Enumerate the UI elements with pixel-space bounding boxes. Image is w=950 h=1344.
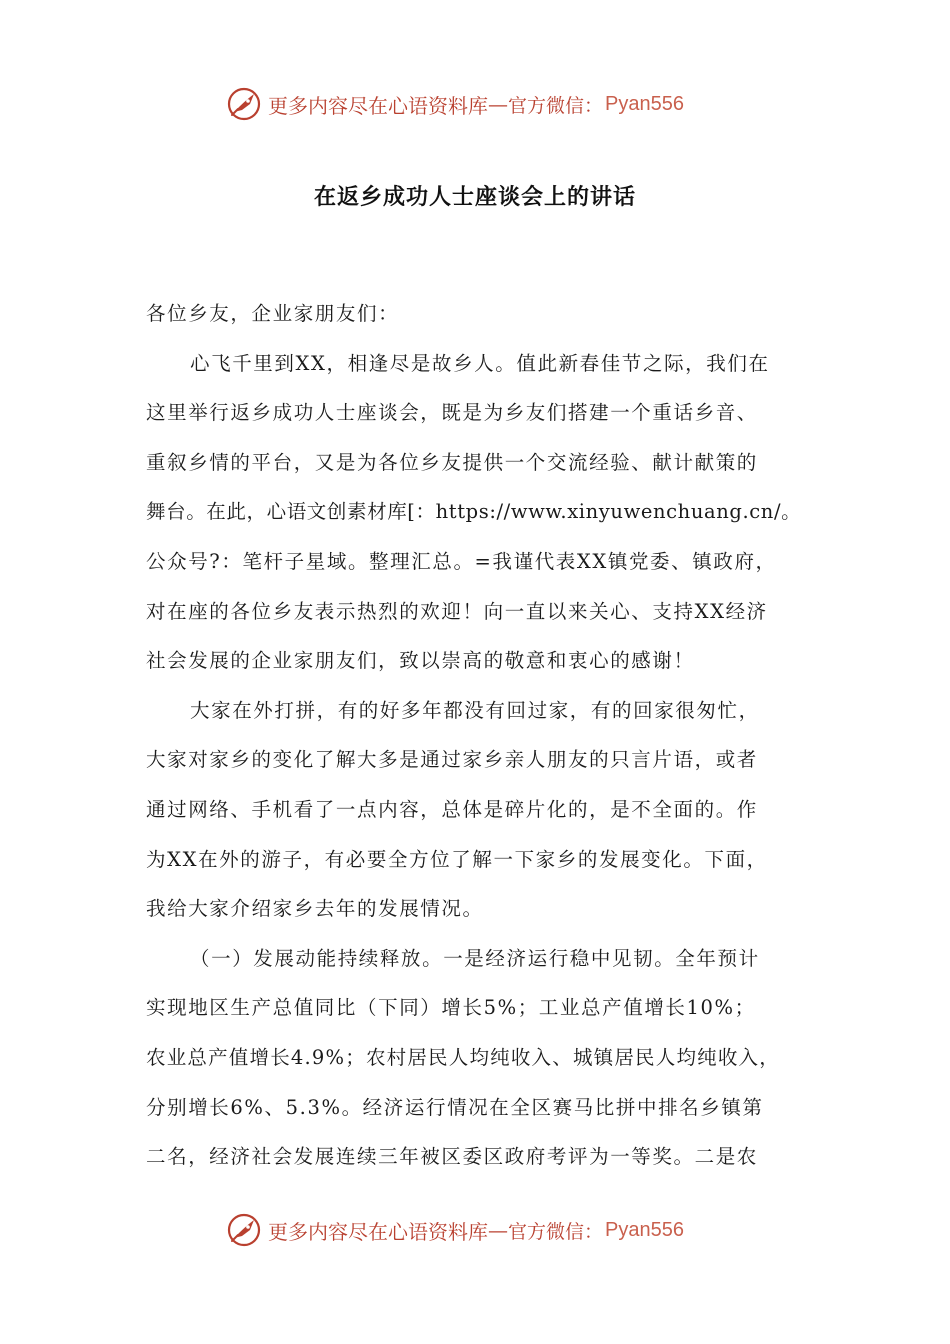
paragraph-line: 公众号?：笔杆子星域。整理汇总。=我谨代表XX镇党委、镇政府， xyxy=(146,549,777,573)
document-title: 在返乡成功人士座谈会上的讲话 xyxy=(313,184,636,210)
paragraph-line: 重叙乡情的平台，又是为各位乡友提供一个交流经验、献计献策的 xyxy=(146,450,758,474)
banner-wechat-id: Pyan556 xyxy=(605,1218,684,1241)
footer-watermark-banner xyxy=(226,1208,684,1252)
pen-nib-logo-icon xyxy=(226,86,262,122)
banner-wechat-label: 官方微信： xyxy=(508,1220,604,1243)
paragraph-line: 心飞千里到XX，相逢尽是故乡人。值此新春佳节之际，我们在 xyxy=(190,351,770,375)
banner-dash: — xyxy=(488,92,508,116)
paragraph-line: 二名，经济社会发展连续三年被区委区政府考评为一等奖。二是农 xyxy=(146,1145,758,1169)
banner-wechat-label: 官方微信： xyxy=(508,94,604,117)
paragraph-line: 社会发展的企业家朋友们，致以崇高的敬意和衷心的感谢！ xyxy=(146,649,695,673)
banner-slogan: 更多内容尽在心语资料库 xyxy=(268,1219,488,1244)
banner-slogan: 更多内容尽在心语资料库 xyxy=(268,93,488,118)
salutation-line: 各位乡友，企业家朋友们： xyxy=(146,302,400,325)
pen-nib-logo-icon xyxy=(226,1212,262,1248)
paragraph-line: 大家对家乡的变化了解大多是通过家乡亲人朋友的只言片语，或者 xyxy=(146,748,758,772)
paragraph-line: 为XX在外的游子，有必要全方位了解一下家乡的发展变化。下面， xyxy=(146,847,768,871)
paragraph-line: 分别增长6%、5.3%。经济运行情况在全区赛马比拼中排名乡镇第 xyxy=(146,1095,764,1119)
document-body xyxy=(146,294,816,1187)
banner-wechat-id: Pyan556 xyxy=(605,92,684,115)
paragraph-line: 农业总产值增长4.9%；农村居民人均纯收入、城镇居民人均纯收入， xyxy=(146,1045,780,1069)
paragraph-line: （一）发展动能持续释放。一是经济运行稳中见韧。全年预计 xyxy=(190,946,760,970)
paragraph-line: 通过网络、手机看了一点内容，总体是碎片化的，是不全面的。作 xyxy=(146,797,758,821)
paragraph-line: 实现地区生产总值同比（下同）增长5%；工业总产值增长10%； xyxy=(146,996,756,1020)
paragraph-line: 大家在外打拼，有的好多年都没有回过家，有的回家很匆忙， xyxy=(190,698,760,722)
paragraph-line: 对在座的各位乡友表示热烈的欢迎！向一直以来关心、支持XX经济 xyxy=(146,599,768,623)
paragraph-line: 我给大家介绍家乡去年的发展情况。 xyxy=(146,897,484,921)
paragraph-line: 舞台。在此，心语文创素材库[：https://www.xinyuwenchuang.cn/。 xyxy=(146,500,802,524)
banner-dash: — xyxy=(488,1218,508,1242)
paragraph-line: 这里举行返乡成功人士座谈会，既是为乡友们搭建一个重话乡音、 xyxy=(146,401,758,425)
header-watermark-banner xyxy=(226,82,684,126)
